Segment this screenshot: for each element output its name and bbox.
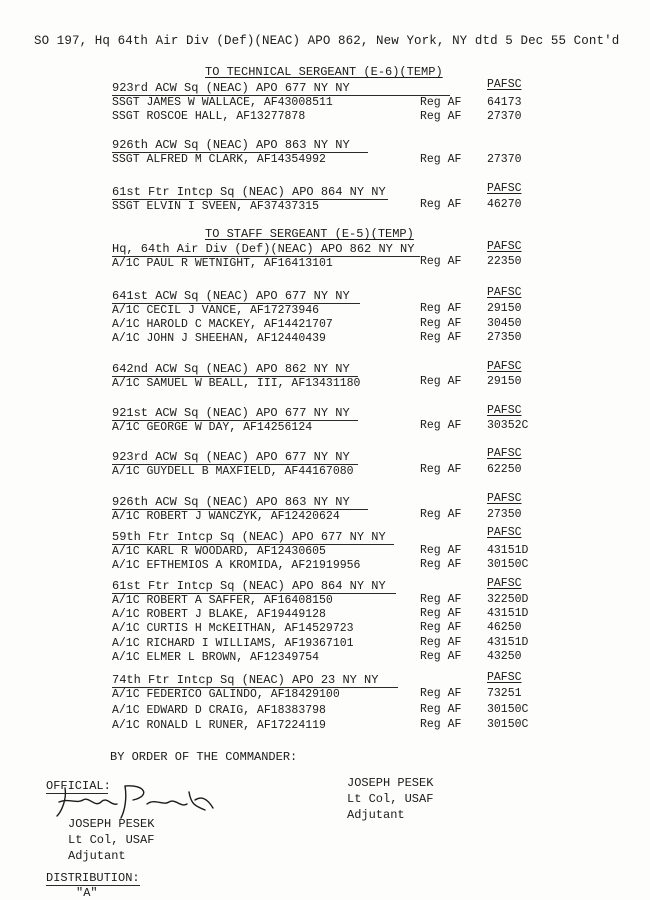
roster-entry-pafsc: 30150C (487, 718, 529, 731)
roster-entry-name: A/1C RICHARD I WILLIAMS, AF19367101 (112, 637, 354, 650)
roster-entry-component: Reg AF (420, 317, 462, 330)
roster-entry-component: Reg AF (420, 508, 462, 521)
roster-entry-name: A/1C GEORGE W DAY, AF14256124 (112, 421, 313, 434)
roster-entry-name: A/1C CECIL J VANCE, AF17273946 (112, 304, 320, 317)
roster-entry-name: SSGT JAMES W WALLACE, AF43008511 (112, 96, 333, 109)
roster-entry-name: A/1C GUYDELL B MAXFIELD, AF44167080 (112, 465, 354, 478)
roster-entry-pafsc: 30352C (487, 419, 529, 432)
roster-entry-component: Reg AF (420, 650, 462, 663)
unit-heading: 61st Ftr Intcp Sq (NEAC) APO 864 NY NY (112, 579, 386, 593)
roster-entry-pafsc: 64173 (487, 96, 522, 109)
unit-heading: 74th Ftr Intcp Sq (NEAC) APO 23 NY NY (112, 673, 379, 687)
unit-heading: 921st ACW Sq (NEAC) APO 677 NY NY (112, 406, 350, 420)
distribution-label: DISTRIBUTION: (46, 871, 140, 885)
grade-title-ssgt: TO STAFF SERGEANT (E-5)(TEMP) (205, 227, 414, 241)
unit-heading: Hq, 64th Air Div (Def)(NEAC) APO 862 NY NY (112, 242, 415, 256)
roster-entry-pafsc: 30150C (487, 558, 529, 571)
roster-entry-component: Reg AF (420, 463, 462, 476)
unit-heading: 923rd ACW Sq (NEAC) APO 677 NY NY (112, 450, 350, 464)
official-label: OFFICIAL: (46, 779, 111, 793)
pafsc-header: PAFSC (487, 671, 522, 684)
pafsc-header: PAFSC (487, 492, 522, 505)
roster-entry-pafsc: 46270 (487, 198, 522, 211)
roster-entry-pafsc: 27370 (487, 110, 522, 123)
official-name: JOSEPH PESEK (68, 817, 155, 831)
roster-entry-component: Reg AF (420, 558, 462, 571)
roster-entry-name: A/1C KARL R WOODARD, AF12430605 (112, 545, 326, 558)
unit-heading: 61st Ftr Intcp Sq (NEAC) APO 864 NY NY (112, 185, 386, 199)
roster-entry-pafsc: 43151D (487, 636, 529, 649)
roster-entry-component: Reg AF (420, 110, 462, 123)
roster-entry-name: A/1C FEDERICO GALINDO, AF18429100 (112, 688, 340, 701)
roster-entry-component: Reg AF (420, 302, 462, 315)
roster-entry-name: A/1C HAROLD C MACKEY, AF14421707 (112, 318, 333, 331)
unit-heading: 642nd ACW Sq (NEAC) APO 862 NY NY (112, 362, 350, 376)
order-header: SO 197, Hq 64th Air Div (Def)(NEAC) APO 862, New York, NY dtd 5 Dec 55 Cont'd (34, 34, 620, 48)
commander-name: JOSEPH PESEK (347, 776, 434, 790)
roster-entry-pafsc: 43250 (487, 650, 522, 663)
roster-entry-component: Reg AF (420, 636, 462, 649)
unit-heading: 926th ACW Sq (NEAC) APO 863 NY NY (112, 495, 350, 509)
roster-entry-name: A/1C ELMER L BROWN, AF12349754 (112, 651, 320, 664)
pafsc-header: PAFSC (487, 78, 522, 91)
roster-entry-component: Reg AF (420, 153, 462, 166)
roster-entry-name: SSGT ALFRED M CLARK, AF14354992 (112, 153, 326, 166)
roster-entry-component: Reg AF (420, 718, 462, 731)
grade-title-tsgt: TO TECHNICAL SERGEANT (E-6)(TEMP) (205, 65, 443, 79)
roster-entry-name: A/1C PAUL R WETNIGHT, AF16413101 (112, 257, 333, 270)
handwritten-signature (55, 782, 225, 822)
official-title: Adjutant (68, 849, 126, 863)
roster-entry-component: Reg AF (420, 96, 462, 109)
roster-entry-component: Reg AF (420, 544, 462, 557)
roster-entry-component: Reg AF (420, 703, 462, 716)
official-rank: Lt Col, USAF (68, 833, 155, 847)
pafsc-header: PAFSC (487, 240, 522, 253)
order-of-commander: BY ORDER OF THE COMMANDER: (110, 750, 298, 764)
pafsc-header: PAFSC (487, 404, 522, 417)
roster-entry-pafsc: 30150C (487, 703, 529, 716)
roster-entry-pafsc: 30450 (487, 317, 522, 330)
roster-entry-name: SSGT ELVIN I SVEEN, AF37437315 (112, 200, 320, 213)
roster-entry-pafsc: 29150 (487, 302, 522, 315)
unit-heading: 59th Ftr Intcp Sq (NEAC) APO 677 NY NY (112, 530, 386, 544)
roster-entry-component: Reg AF (420, 331, 462, 344)
roster-entry-component: Reg AF (420, 255, 462, 268)
commander-title: Adjutant (347, 808, 405, 822)
roster-entry-pafsc: 22350 (487, 255, 522, 268)
roster-entry-component: Reg AF (420, 607, 462, 620)
roster-entry-pafsc: 73251 (487, 687, 522, 700)
roster-entry-name: A/1C CURTIS H McKEITHAN, AF14529723 (112, 622, 354, 635)
roster-entry-component: Reg AF (420, 375, 462, 388)
unit-heading: 641st ACW Sq (NEAC) APO 677 NY NY (112, 289, 350, 303)
roster-entry-name: SSGT ROSCOE HALL, AF13277878 (112, 110, 306, 123)
roster-entry-component: Reg AF (420, 593, 462, 606)
roster-entry-name: A/1C EDWARD D CRAIG, AF18383798 (112, 704, 326, 717)
distribution-value: "A" (76, 886, 98, 900)
roster-entry-pafsc: 62250 (487, 463, 522, 476)
commander-rank: Lt Col, USAF (347, 792, 434, 806)
pafsc-header: PAFSC (487, 526, 522, 539)
roster-entry-name: A/1C RONALD L RUNER, AF17224119 (112, 719, 326, 732)
roster-entry-name: A/1C SAMUEL W BEALL, III, AF13431180 (112, 377, 361, 390)
roster-entry-component: Reg AF (420, 198, 462, 211)
roster-entry-pafsc: 32250D (487, 593, 529, 606)
roster-entry-pafsc: 27350 (487, 331, 522, 344)
unit-heading: 923rd ACW Sq (NEAC) APO 677 NY NY (112, 81, 350, 95)
roster-entry-pafsc: 46250 (487, 621, 522, 634)
roster-entry-pafsc: 43151D (487, 607, 529, 620)
pafsc-header: PAFSC (487, 360, 522, 373)
pafsc-header: PAFSC (487, 286, 522, 299)
pafsc-header: PAFSC (487, 577, 522, 590)
pafsc-header: PAFSC (487, 447, 522, 460)
unit-heading: 926th ACW Sq (NEAC) APO 863 NY NY (112, 138, 350, 152)
roster-entry-name: A/1C ROBERT A SAFFER, AF16408150 (112, 594, 333, 607)
roster-entry-name: A/1C ROBERT J BLAKE, AF19449128 (112, 608, 326, 621)
roster-entry-name: A/1C EFTHEMIOS A KROMIDA, AF21919956 (112, 559, 361, 572)
roster-entry-name: A/1C JOHN J SHEEHAN, AF12440439 (112, 332, 326, 345)
roster-entry-pafsc: 43151D (487, 544, 529, 557)
roster-entry-name: A/1C ROBERT J WANCZYK, AF12420624 (112, 510, 340, 523)
roster-entry-component: Reg AF (420, 419, 462, 432)
roster-entry-component: Reg AF (420, 621, 462, 634)
roster-entry-pafsc: 27370 (487, 153, 522, 166)
roster-entry-component: Reg AF (420, 687, 462, 700)
pafsc-header: PAFSC (487, 182, 522, 195)
roster-entry-pafsc: 27350 (487, 508, 522, 521)
roster-entry-pafsc: 29150 (487, 375, 522, 388)
